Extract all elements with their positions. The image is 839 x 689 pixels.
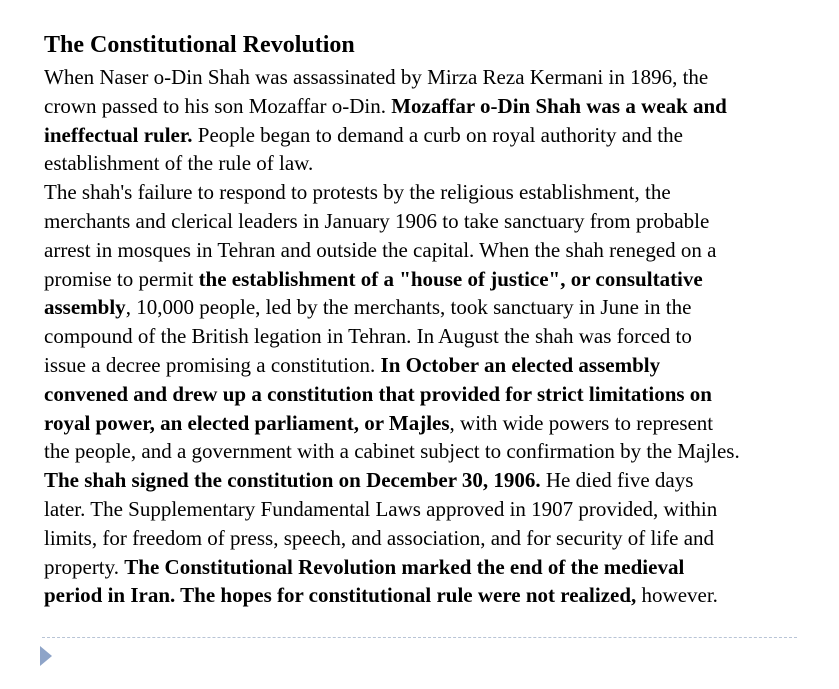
body-line bbox=[44, 322, 839, 351]
bold-text-segment: In October an elected assembly bbox=[380, 352, 661, 377]
text-segment: , 10,000 people, led by the merchants, took sanctuary in June in the bbox=[125, 295, 692, 320]
body-line bbox=[44, 63, 839, 92]
footer-divider bbox=[42, 637, 797, 638]
text-segment: arrest in mosques in Tehran and outside the capital. When the shah reneged on a bbox=[44, 237, 717, 262]
text-segment: establishment of the rule of law. bbox=[44, 151, 314, 176]
bold-text-segment: The Constitutional Revolution marked the end of the medieval bbox=[124, 554, 685, 579]
slide-body-text bbox=[44, 63, 839, 610]
body-line bbox=[44, 236, 839, 265]
bold-text-segment: ineffectual ruler. bbox=[44, 122, 193, 147]
slide-title: The Constitutional Revolution bbox=[44, 32, 355, 58]
text-segment: however. bbox=[636, 583, 718, 608]
text-segment: merchants and clerical leaders in January 1906 to take sanctuary from probable bbox=[44, 208, 710, 233]
bold-text-segment: convened and drew up a constitution that provided for strict limitations on bbox=[44, 381, 712, 406]
body-line bbox=[44, 207, 839, 236]
body-line bbox=[44, 553, 839, 582]
body-line bbox=[44, 495, 839, 524]
bold-text-segment: period in Iran. The hopes for constitutional rule were not realized, bbox=[44, 583, 637, 608]
text-segment: the people, and a government with a cabinet subject to confirmation by the Majles. bbox=[44, 439, 740, 464]
text-segment: compound of the British legation in Tehran. In August the shah was forced to bbox=[44, 324, 692, 349]
bold-text-segment: The shah signed the constitution on December 30, 1906. bbox=[44, 468, 541, 493]
body-line bbox=[44, 293, 839, 322]
body-line bbox=[44, 178, 839, 207]
text-segment: , with wide powers to represent bbox=[449, 410, 714, 435]
body-line bbox=[44, 466, 839, 495]
bold-text-segment: the establishment of a "house of justice", or consultative bbox=[198, 266, 703, 291]
body-line bbox=[44, 524, 839, 553]
text-segment: promise to permit bbox=[44, 266, 199, 291]
next-slide-arrow-icon[interactable] bbox=[40, 646, 52, 666]
body-line bbox=[44, 351, 839, 380]
body-line bbox=[44, 265, 839, 294]
text-segment: The shah's failure to respond to protests by the religious establishment, the bbox=[44, 180, 671, 205]
body-line bbox=[44, 149, 839, 178]
bold-text-segment: assembly bbox=[44, 295, 126, 320]
text-segment: limits, for freedom of press, speech, and association, and for security of life and bbox=[44, 525, 715, 550]
body-line bbox=[44, 380, 839, 409]
bold-text-segment: royal power, an elected parliament, or Majles bbox=[44, 410, 450, 435]
bold-text-segment: Mozaffar o-Din Shah was a weak and bbox=[391, 93, 727, 118]
text-segment: When Naser o-Din Shah was assassinated by Mirza Reza Kermani in 1896, the bbox=[44, 65, 709, 89]
body-line bbox=[44, 92, 839, 121]
text-segment: He died five days bbox=[540, 468, 694, 493]
body-line bbox=[44, 121, 839, 150]
text-segment: issue a decree promising a constitution. bbox=[44, 352, 381, 377]
text-segment: later. The Supplementary Fundamental Laws approved in 1907 provided, within bbox=[44, 496, 718, 521]
text-segment: crown passed to his son Mozaffar o-Din. bbox=[44, 93, 392, 118]
body-line bbox=[44, 581, 839, 610]
text-segment: property. bbox=[44, 554, 125, 579]
body-line bbox=[44, 437, 839, 466]
text-segment: People began to demand a curb on royal authority and the bbox=[192, 122, 683, 147]
body-line bbox=[44, 409, 839, 438]
